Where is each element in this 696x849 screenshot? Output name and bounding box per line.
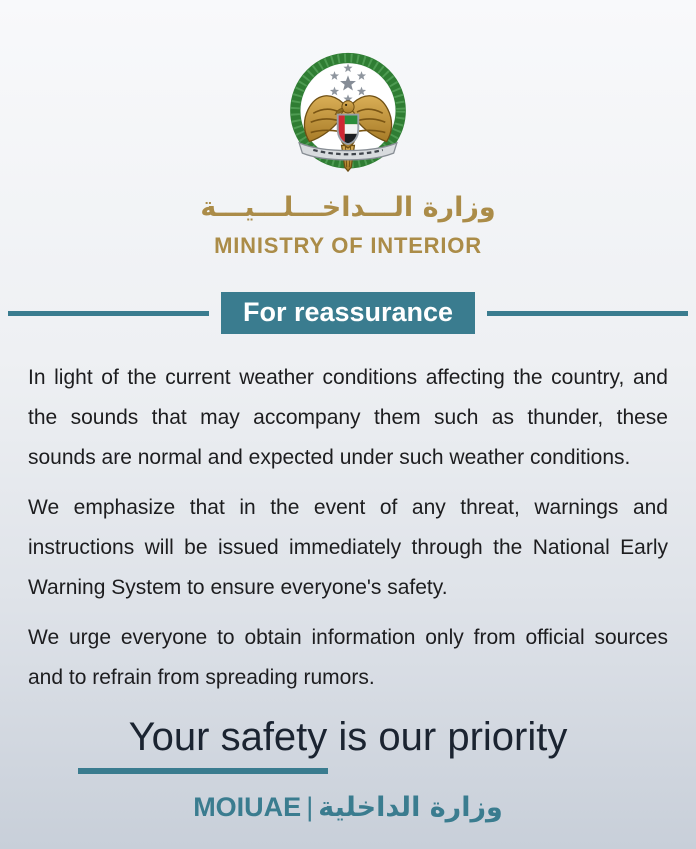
handle-arabic: وزارة الداخلية: [318, 792, 503, 823]
moi-emblem: [285, 50, 411, 174]
ministry-title-arabic: وزارة الـــداخـــلـــيـــة: [200, 192, 496, 223]
paragraph-official-sources: We urge everyone to obtain information only from official sources and to refrain from spreading rumors.: [28, 626, 668, 689]
reassurance-banner: For reassurance: [221, 292, 475, 334]
ministry-title-english: MINISTRY OF INTERIOR: [214, 233, 482, 258]
paragraph-weather: In light of the current weather conditions affecting the country, and the sounds that may accompany them such as thunder, these sounds are normal and expected under such weather conditions.: [28, 366, 668, 469]
social-handle: [0, 790, 696, 825]
announcement-body: [28, 358, 668, 698]
divider-line-right: [487, 311, 688, 316]
handle-latin: MOIUAE: [193, 792, 302, 822]
divider-line-left: [8, 311, 209, 316]
moi-emblem-svg: [285, 50, 411, 174]
tagline-underline: [78, 768, 328, 774]
paragraph-warning-system: We emphasize that in the event of any threat, warnings and instructions will be issued immediately through the National Early Warning System to ensure everyone's safety.: [28, 496, 668, 599]
safety-tagline: Your safety is our priority: [128, 715, 568, 759]
emblem-flag-shield: [338, 115, 359, 145]
handle-separator: |: [306, 792, 314, 822]
banner-divider: [8, 292, 688, 334]
